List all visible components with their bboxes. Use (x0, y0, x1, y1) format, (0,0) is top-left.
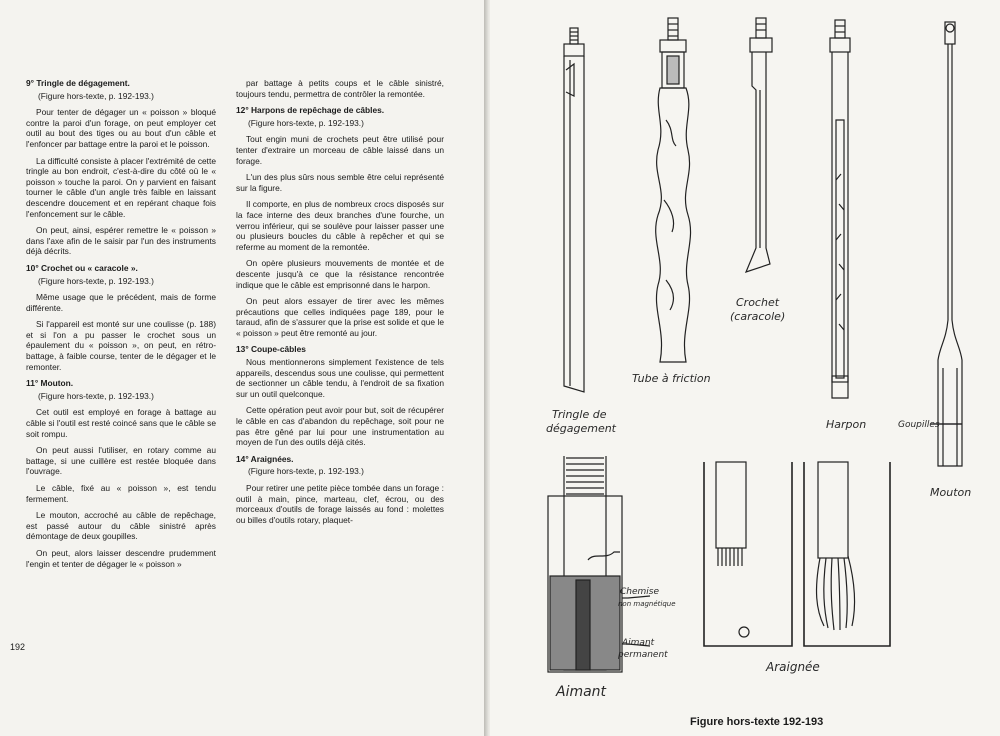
section-heading: 13° Coupe-câbles (236, 344, 306, 355)
label-aimant: Aimant (556, 684, 607, 700)
harpon-drawing (830, 20, 850, 398)
paragraph: Le câble, fixé au « poisson », est tendu fermement. (26, 483, 216, 504)
figure-reference: (Figure hors-texte, p. 192-193.) (38, 90, 154, 101)
araignee-drawing (704, 462, 890, 646)
label-crochet-2: (caracole) (730, 310, 786, 323)
left-page (0, 0, 486, 736)
label-goupilles: Goupilles (898, 420, 940, 430)
section-heading: 12° Harpons de repêchage de câbles. (236, 105, 385, 116)
label-chemise-2: non magnétique (618, 600, 676, 608)
text-column-2 (236, 78, 444, 531)
mouton-drawing (938, 22, 962, 466)
paragraph: Il comporte, en plus de nombreux crocs disposés sur la face interne des deux branches d'une fourche, un verrou inférieur, qui se soulève pour laisser passer une ou plusieurs boucles du câble à repêcher et qui se referme au moment de la remontée. (236, 199, 444, 252)
label-harpon: Harpon (826, 418, 867, 431)
tools-illustration (490, 0, 1000, 736)
figure-reference: (Figure hors-texte, p. 192-193.) (38, 275, 154, 286)
paragraph: On peut, ainsi, espérer remettre le « poisson » dans l'axe afin de le saisir par l'un des instruments déjà décrits. (26, 225, 216, 257)
section-heading: 14° Araignées. (236, 453, 294, 464)
paragraph: On peut, alors laisser descendre prudemment l'engin et tenter de dégager le « poisson » (26, 547, 216, 569)
paragraph: Cette opération peut avoir pour but, soit de récupérer le câble en cas d'abandon du repêchage, soit pour ne pas être gêné par lui pour une instrumentation au moyen de l'un des outils déjà cités. (236, 405, 444, 448)
label-araignee: Araignée (766, 660, 820, 674)
paragraph: Tout engin muni de crochets peut être utilisé pour tenter d'extraire un morceau de câble laissé dans un forage. (236, 134, 444, 166)
paragraph: Pour retirer une petite pièce tombée dans un forage : outil à main, pince, marteau, clef, écrou, ou des morceaux d'outils de forage laissés au fond : molettes ou billes d'outils rotary, plaquet- (236, 483, 444, 525)
figure-reference: (Figure hors-texte, p. 192-193.) (248, 466, 364, 477)
label-mouton: Mouton (930, 486, 972, 499)
label-tube: Tube à friction (632, 372, 711, 385)
section-heading: 11° Mouton. (26, 378, 74, 389)
paragraph: Pour tenter de dégager un « poisson » bloqué contre la paroi d'un forage, on peut employer cet outil au bout des tiges ou au bout d'un câble et l'enfoncer par battage entre la paroi et le poisson. (26, 107, 216, 149)
tringle-drawing (564, 28, 584, 392)
page-number: 192 (10, 642, 26, 652)
figure-title: Figure hors-texte 192-193 (690, 716, 824, 728)
paragraph: L'un des plus sûrs nous semble être celui représenté sur la figure. (236, 172, 444, 193)
paragraph: Si l'appareil est monté sur une coulisse (p. 188) et si l'on a pu passer le crochet sous un épaulement du « poisson », on peut, en rétro-battage, à faible course, tenter de le dégager et le remonter. (26, 319, 216, 372)
label-aimant-1: Aimant (622, 638, 655, 648)
paragraph: On opère plusieurs mouvements de montée et de descente jusqu'à ce que la résistance rencontrée indique que le câble est emprisonné dans le harpon. (236, 258, 444, 290)
aimant-drawing (548, 456, 628, 672)
paragraph: Même usage que le précédent, mais de forme différente. (26, 292, 216, 313)
label-crochet-1: Crochet (736, 296, 780, 309)
crochet-drawing (746, 18, 772, 272)
paragraph: On peut aussi l'utiliser, en rotary comme au battage, si une cuillère est restée bloquée dans l'ouvrage. (26, 445, 216, 477)
paragraph: Nous mentionnerons simplement l'existence de tels appareils, descendus sous une coulisse, qui permettent de sectionner un câble tendu, à l'endroit de sa fixation sur un outil quelconque. (236, 357, 444, 399)
label-aimant-2: permanent (618, 650, 668, 660)
tube-drawing (656, 18, 691, 362)
label-tringle-1: Tringle de (552, 408, 607, 421)
figure-reference: (Figure hors-texte, p. 192-193.) (38, 390, 154, 401)
label-tringle-2: dégagement (546, 422, 616, 435)
text-column-1 (26, 78, 216, 575)
paragraph: par battage à petits coups et le câble sinistré, toujours tendu, permettra de contrôler la remontée. (236, 78, 444, 99)
figure-reference: (Figure hors-texte, p. 192-193.) (248, 117, 364, 128)
paragraph: Cet outil est employé en forage à battage au câble si l'outil est resté coincé sans que le câble se soit rompu. (26, 407, 216, 439)
paragraph: On peut alors essayer de tirer avec les mêmes précautions que celles indiquées page 189, pour le taraud, afin de s'assurer que la prise est solide et que le « poisson » peut être remonté au jour. (236, 296, 444, 338)
section-heading: 10° Crochet ou « caracole ». (26, 262, 138, 273)
paragraph: Le mouton, accroché au câble de repêchage, est passé autour du câble sinistré après démontage de deux goupilles. (26, 510, 216, 542)
label-chemise-1: Chemise (620, 587, 660, 597)
section-heading: 9° Tringle de dégagement. (26, 78, 130, 88)
leader-lines (628, 424, 962, 646)
paragraph: La difficulté consiste à placer l'extrémité de cette tringle au bon endroit, c'est-à-dire du côté où le « poisson » touche la paroi. On y parvient en faisant tourner le câble d'un angle très faible en laissant descendre doucement et en repérant chaque fois l'enfoncement sur le câble. (26, 155, 216, 219)
